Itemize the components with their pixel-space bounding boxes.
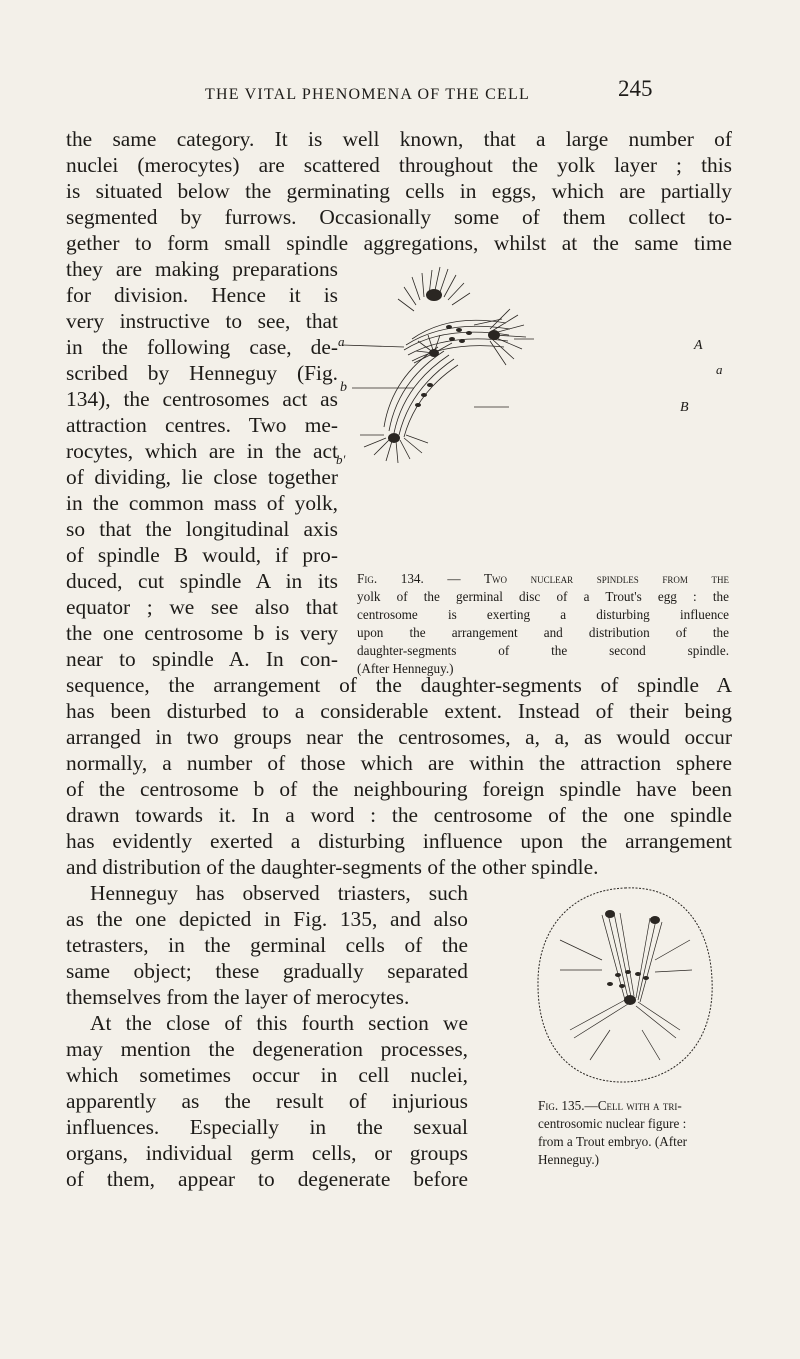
text-line: very instructive to see, that bbox=[66, 309, 338, 333]
text-line: so that the longitudinal axis bbox=[66, 517, 338, 541]
caption-line: (After Henneguy.) bbox=[357, 661, 454, 676]
text-line: and distribution of the daughter-segments of the other spindle. bbox=[66, 855, 599, 879]
text-line: which sometimes occur in cell nuclei, bbox=[66, 1063, 468, 1087]
text-line: organs, individual germ cells, or groups bbox=[66, 1141, 468, 1165]
text-line: duced, cut spindle A in its bbox=[66, 569, 338, 593]
caption-line: from a Trout embryo. (After bbox=[538, 1134, 688, 1149]
text-line: near to spindle A. In con- bbox=[66, 647, 338, 671]
fig134-label-a-right: a bbox=[716, 362, 723, 377]
text-line: has been disturbed to a considerable extent. Instead of their being bbox=[66, 699, 732, 723]
page-number: 245 bbox=[618, 76, 653, 101]
text-line: of spindle B would, if pro- bbox=[66, 543, 338, 567]
caption-line: Fig. 134. — Two nuclear spindles from the bbox=[357, 571, 729, 586]
text-line: normally, a number of those which are within the attraction sphere bbox=[66, 751, 732, 775]
text-line: 134), the centrosomes act as bbox=[66, 387, 338, 411]
text-line: influences. Especially in the sexual bbox=[66, 1115, 468, 1139]
text-line: as the one depicted in Fig. 135, and also bbox=[66, 907, 468, 931]
text-line: of dividing, lie close together bbox=[66, 465, 338, 489]
running-head: THE VITAL PHENOMENA OF THE CELL bbox=[205, 86, 530, 103]
page-header bbox=[0, 76, 800, 116]
caption-line: Henneguy.) bbox=[538, 1152, 600, 1167]
caption-line: centrosome is exerting a disturbing influence bbox=[357, 607, 729, 622]
text-line: has evidently exerted a disturbing influence upon the arrangement bbox=[66, 829, 732, 853]
text-line: of the centrosome b of the neighbouring foreign spindle have been bbox=[66, 777, 732, 801]
text-line: Henneguy has observed triasters, such bbox=[90, 881, 468, 905]
figure-135-illustration bbox=[530, 880, 720, 1090]
text-line: attraction centres. Two me- bbox=[66, 413, 338, 437]
text-line: drawn towards it. In a word : the centrosome of the one spindle bbox=[66, 803, 732, 827]
figure-134-illustration bbox=[334, 255, 534, 465]
text-line: At the close of this fourth section we bbox=[90, 1011, 468, 1035]
fig134-label-a-top: a bbox=[338, 334, 345, 349]
text-line: of them, appear to degenerate before bbox=[66, 1167, 468, 1191]
text-line: nuclei (merocytes) are scattered throughout the yolk layer ; this bbox=[66, 153, 732, 177]
text-line: in the common mass of yolk, bbox=[66, 491, 338, 515]
fig134-label-b-prime: b′ bbox=[336, 452, 346, 467]
text-line: for division. Hence it is bbox=[66, 283, 338, 307]
text-line: segmented by furrows. Occasionally some of them collect to- bbox=[66, 205, 732, 229]
text-line: in the following case, de- bbox=[66, 335, 338, 359]
fig134-label-B: B bbox=[680, 400, 689, 415]
text-line: may mention the degeneration processes, bbox=[66, 1037, 468, 1061]
text-line: themselves from the layer of merocytes. bbox=[66, 985, 410, 1009]
text-line: equator ; we see also that bbox=[66, 595, 338, 619]
text-line: they are making preparations bbox=[66, 257, 338, 281]
caption-line: Fig. 135.—Cell with a tri- bbox=[538, 1098, 682, 1113]
fig134-label-b: b bbox=[340, 380, 347, 395]
caption-line: upon the arrangement and distribution of the bbox=[357, 625, 729, 640]
fig134-label-A: A bbox=[694, 338, 703, 353]
text-line: sequence, the arrangement of the daughter-segments of spindle A bbox=[66, 673, 732, 697]
text-line: scribed by Henneguy (Fig. bbox=[66, 361, 338, 385]
caption-line: yolk of the germinal disc of a Trout's egg : the bbox=[357, 589, 729, 604]
text-line: the one centrosome b is very bbox=[66, 621, 338, 645]
text-line: tetrasters, in the germinal cells of the bbox=[66, 933, 468, 957]
text-line: is situated below the germinating cells in eggs, which are partially bbox=[66, 179, 732, 203]
text-line: the same category. It is well known, that a large number of bbox=[66, 127, 732, 151]
text-line: rocytes, which are in the act bbox=[66, 439, 338, 463]
text-line: arranged in two groups near the centrosomes, a, a, as would occur bbox=[66, 725, 732, 749]
caption-line: centrosomic nuclear figure : bbox=[538, 1116, 687, 1131]
text-line: same object; these gradually separated bbox=[66, 959, 468, 983]
text-line: apparently as the result of injurious bbox=[66, 1089, 468, 1113]
caption-line: daughter-segments of the second spindle. bbox=[357, 643, 729, 658]
text-line: gether to form small spindle aggregations, whilst at the same time bbox=[66, 231, 732, 255]
